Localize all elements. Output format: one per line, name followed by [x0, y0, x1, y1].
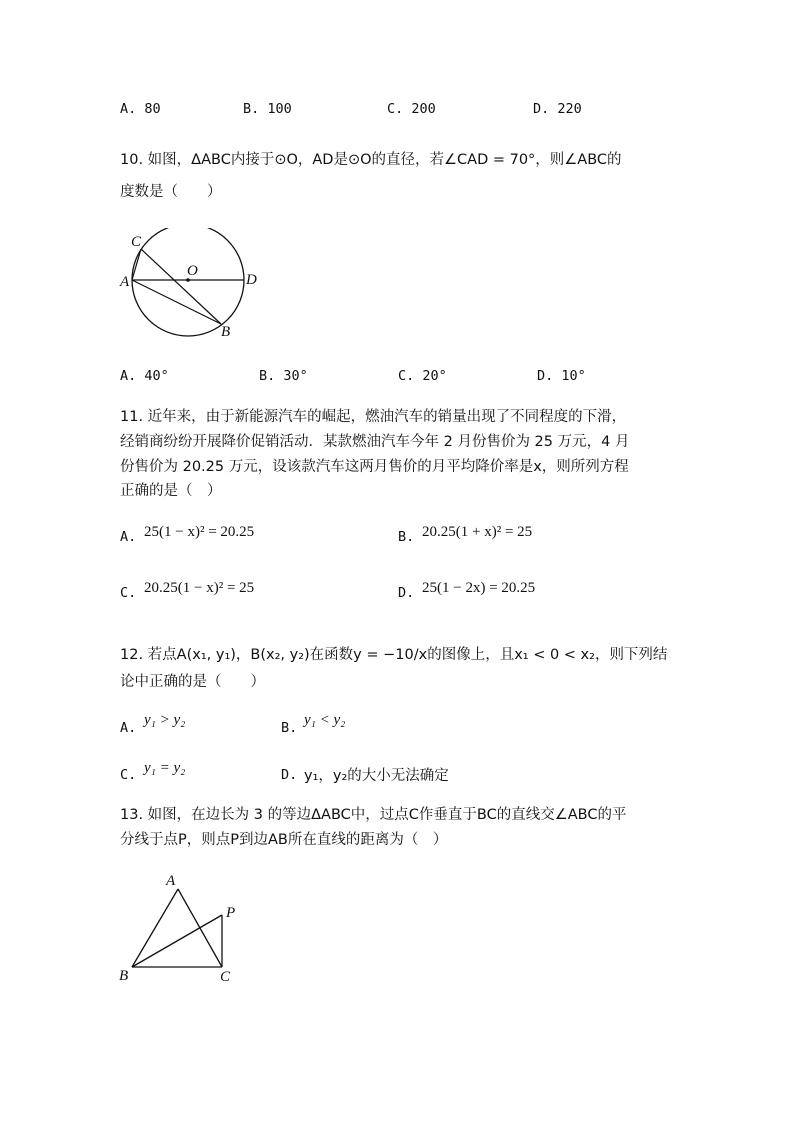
q9-option-a: A. 80: [120, 101, 161, 117]
q11-option-a-label: A.: [120, 529, 137, 545]
q11-stem-line2: 经销商纷纷开展降价促销活动．某款燃油汽车今年 2 月份售价为 25 万元，4 月: [120, 434, 630, 450]
label-o: O: [187, 263, 198, 279]
label-b: B: [221, 324, 231, 340]
label-d: D: [246, 272, 257, 288]
q10-stem-line2: 度数是（ ）: [120, 184, 222, 200]
q10-option-b: B. 30°: [259, 368, 308, 384]
q12-option-a-label: A.: [120, 720, 137, 736]
q12-option-d-label: D.: [281, 767, 298, 783]
q11-option-b-label: B.: [398, 529, 415, 545]
label-c: C: [131, 234, 142, 250]
label-a: A: [166, 873, 176, 889]
q11-option-d-label: D.: [398, 585, 415, 601]
q11-option-d-equation: 25(1 − 2x) = 20.25: [422, 580, 536, 596]
q9-option-b: B. 100: [243, 101, 292, 117]
q10-circle-figure: [115, 228, 265, 343]
q11-option-a-equation: 25(1 − x)² = 20.25: [144, 524, 255, 540]
q10-stem-line1: 10. 如图，ΔABC内接于⊙O，AD是⊙O的直径，若∠CAD = 70°，则∠ABC的: [120, 152, 622, 168]
q12-option-b-expression: y₁ < y₂: [304, 712, 346, 728]
q13-triangle-figure: [110, 865, 250, 990]
circle-o: [132, 228, 244, 336]
q12-option-a-expression: y₁ > y₂: [144, 712, 186, 728]
chord-ab: [132, 280, 221, 324]
q13-stem-line2: 分线于点P，则点P到边AB所在直线的距离为（ ）: [120, 832, 448, 848]
q13-stem-line1: 13. 如图，在边长为 3 的等边ΔABC中，过点C作垂直于BC的直线交∠ABC的平: [120, 807, 627, 823]
label-b: B: [119, 968, 129, 984]
q11-stem-line1: 11. 近年来，由于新能源汽车的崛起，燃油汽车的销量出现了不同程度的下滑，: [120, 409, 627, 425]
q11-option-c-label: C.: [120, 585, 137, 601]
q11-stem-line4: 正确的是（ ）: [120, 483, 222, 499]
q12-option-c-label: C.: [120, 767, 137, 783]
q10-option-a: A. 40°: [120, 368, 169, 384]
q12-option-d-text: y₁，y₂的大小无法确定: [304, 768, 449, 784]
q11-stem-line3: 份售价为 20.25 万元，设该款汽车这两月售价的月平均降价率是x，则所列方程: [120, 459, 629, 475]
q12-stem-line2: 论中正确的是（ ）: [120, 674, 265, 690]
q11-option-c-equation: 20.25(1 − x)² = 25: [144, 580, 255, 596]
q10-option-d: D. 10°: [537, 368, 586, 384]
q9-option-c: C. 200: [387, 101, 436, 117]
q12-option-b-label: B.: [281, 720, 298, 736]
bisector-bp: [132, 915, 222, 967]
label-p: P: [226, 905, 236, 921]
q12-option-c-expression: y₁ = y₂: [144, 760, 186, 776]
chord-ac: [132, 249, 141, 280]
label-a: A: [120, 274, 130, 290]
label-c: C: [220, 969, 231, 985]
chord-cb: [141, 249, 221, 324]
side-ab: [132, 889, 178, 967]
q9-option-d: D. 220: [533, 101, 582, 117]
q11-option-b-equation: 20.25(1 + x)² = 25: [422, 524, 533, 540]
q12-stem-line1: 12. 若点A(x₁, y₁)，B(x₂, y₂)在函数y = −10/x的图像上，且x₁ < 0 < x₂，则下列结: [120, 647, 668, 663]
q10-option-c: C. 20°: [398, 368, 447, 384]
